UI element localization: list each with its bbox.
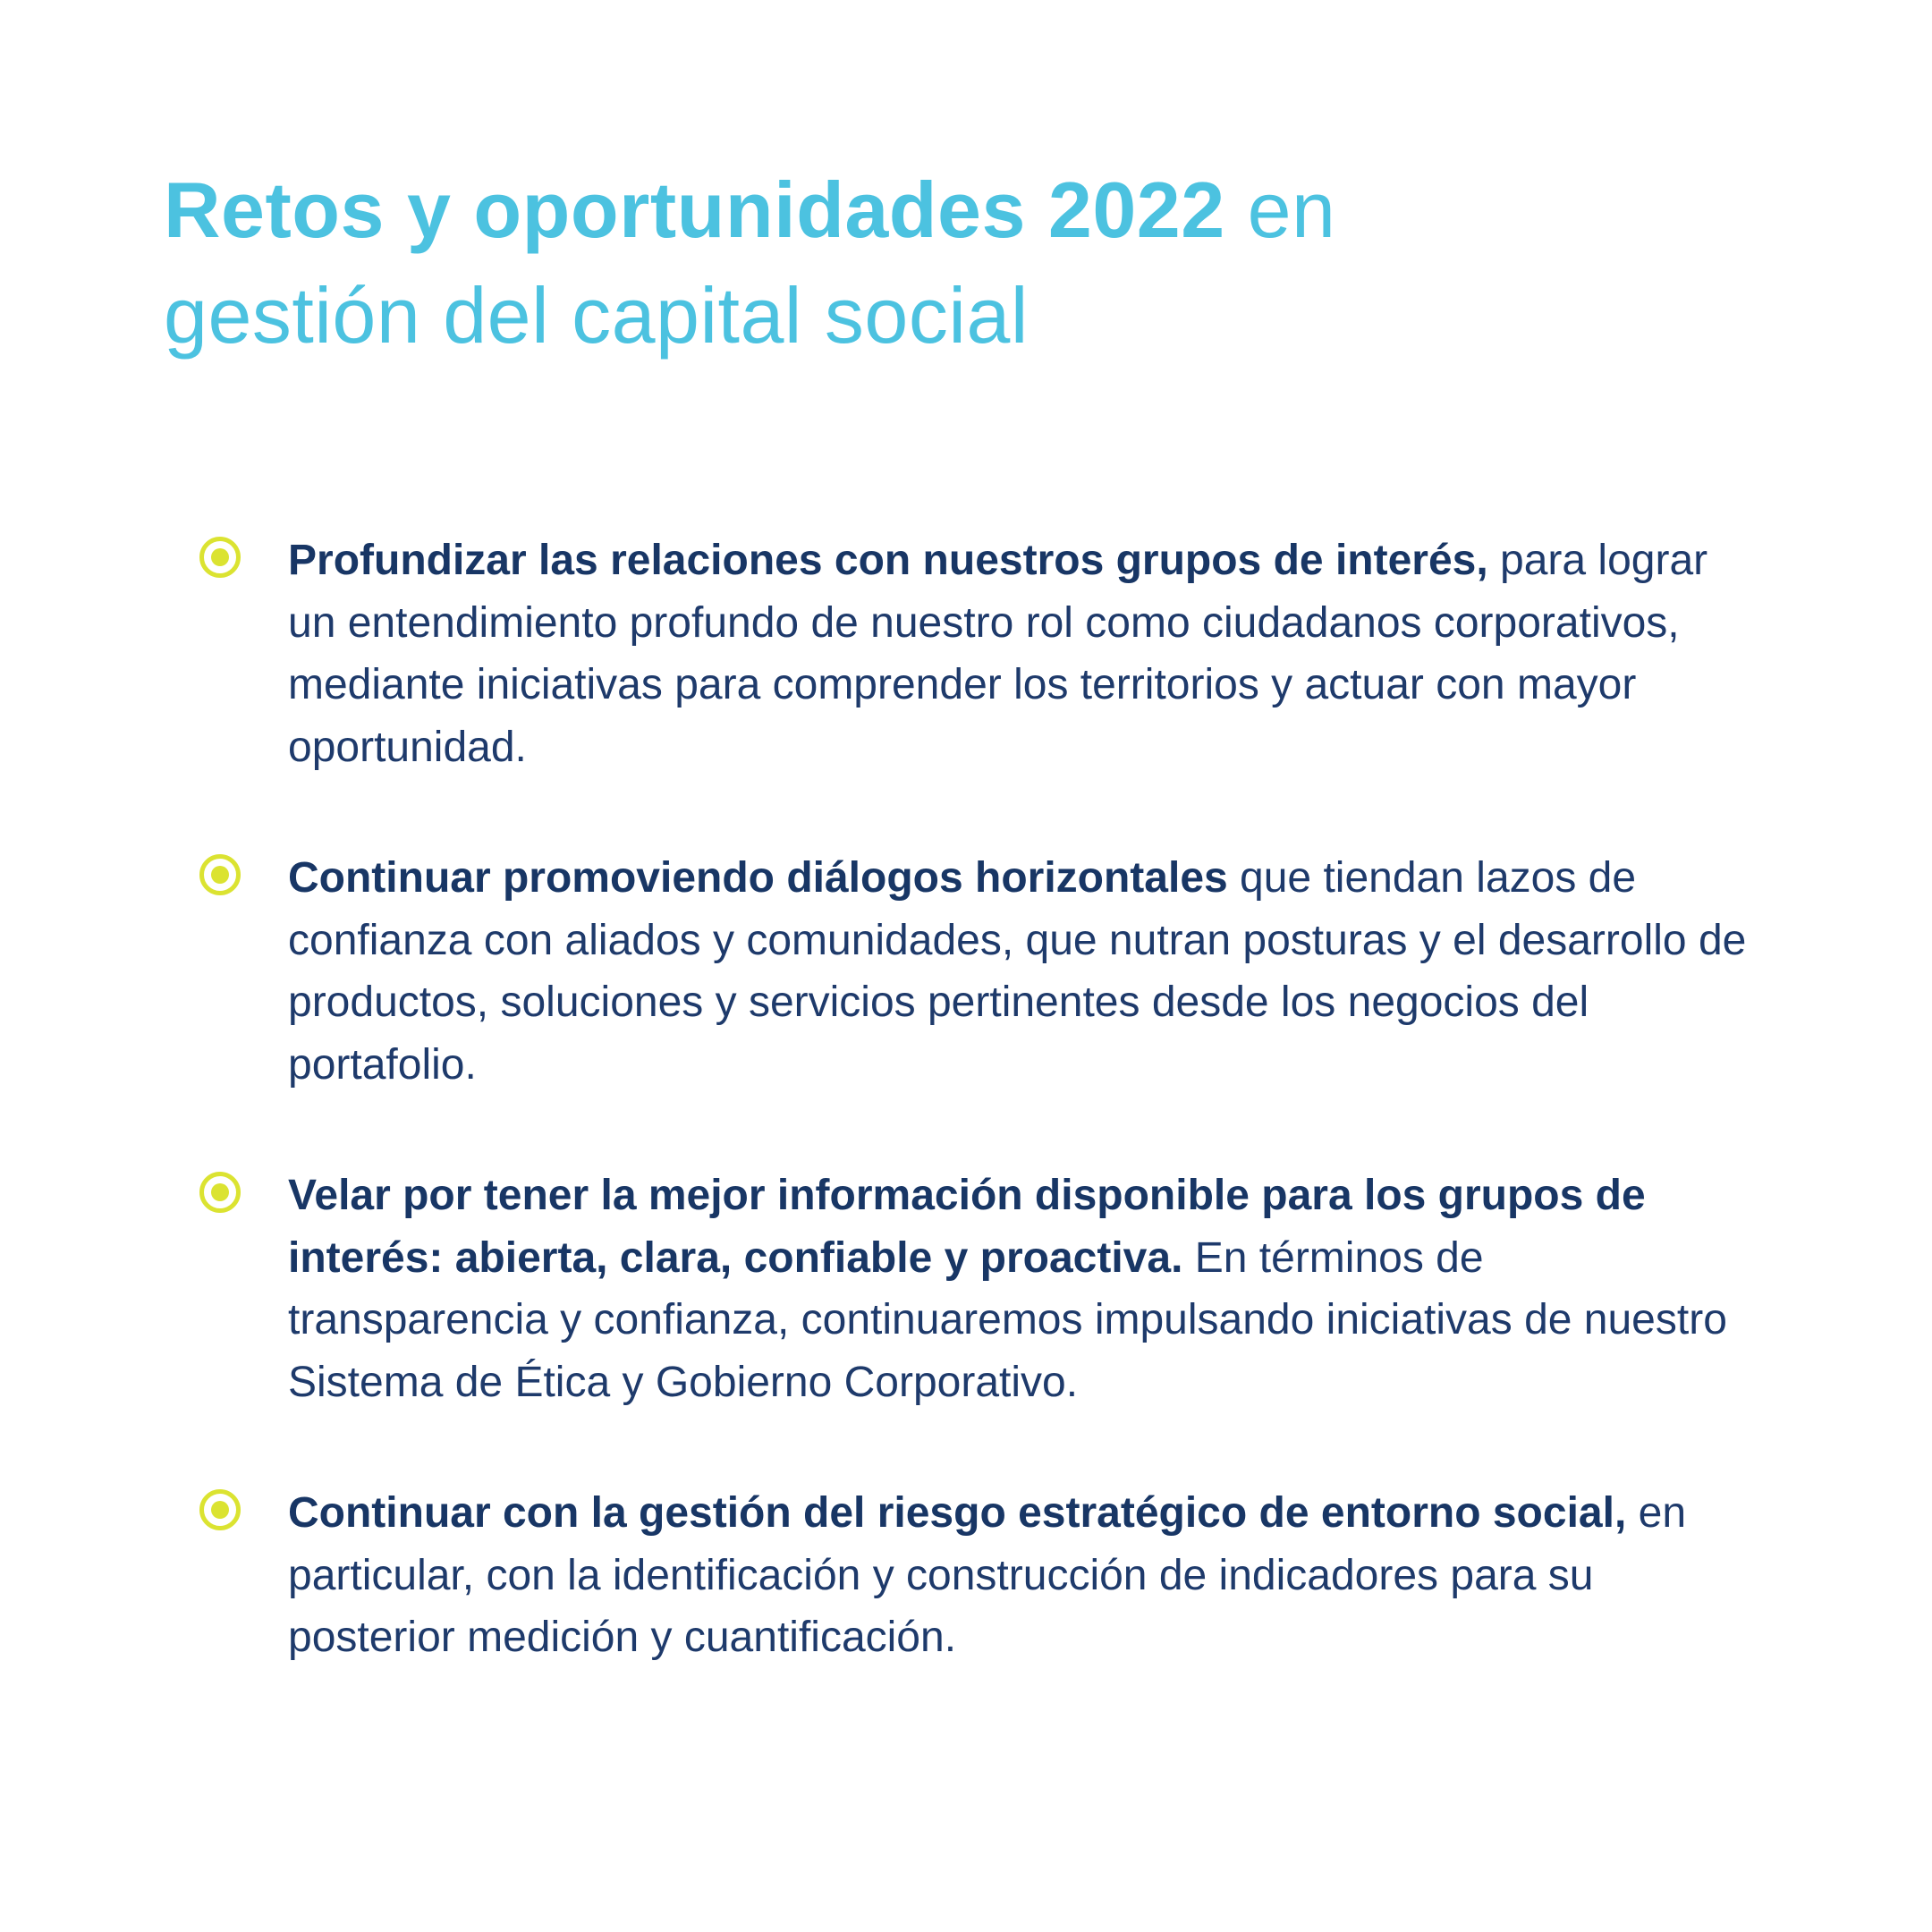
page-title-line2: gestión del capital social <box>164 271 1029 360</box>
list-item-bold: Velar por tener la mejor información disponible para los grupos de interés: abierta, clara, confiable y proactiva. <box>288 1172 1646 1282</box>
list-item-text <box>288 1482 1755 1669</box>
target-bullet-icon <box>199 537 241 578</box>
page-title-rest: en <box>1224 165 1336 254</box>
list-item-bold: Continuar promoviendo diálogos horizontales <box>288 854 1228 902</box>
target-bullet-icon <box>199 1489 241 1530</box>
list-item-body: En términos de transparencia y confianza, continuaremos impulsando iniciativas de nuestro Sistema de Ética y Gobierno Corporativo. <box>288 1233 1727 1406</box>
target-bullet-icon <box>199 854 241 895</box>
list-item-body: que tiendan lazos de confianza con aliados y comunidades, que nutran posturas y el desarrollo de productos, soluciones y servicios pertinentes desde los negocios del portafolio. <box>288 854 1747 1089</box>
list-item-text <box>288 1165 1755 1413</box>
list-item-bold: Profundizar las relaciones con nuestros grupos de interés, <box>288 537 1488 584</box>
page-title-bold: Retos y oportunidades 2022 <box>164 165 1225 254</box>
list-item-bold: Continuar con la gestión del riesgo estratégico de entorno social, <box>288 1489 1627 1537</box>
target-bullet-icon <box>199 1172 241 1213</box>
list-item-body: para lograr un entendimiento profundo de nuestro rol como ciudadanos corporativos, mediante iniciativas para comprender los territorios y actuar con mayor oportunidad. <box>288 537 1708 771</box>
list-item-text <box>288 847 1755 1096</box>
list-item-text <box>288 530 1755 778</box>
list-item-body: en particular, con la identificación y construcción de indicadores para su posterior medición y cuantificación. <box>288 1489 1687 1661</box>
